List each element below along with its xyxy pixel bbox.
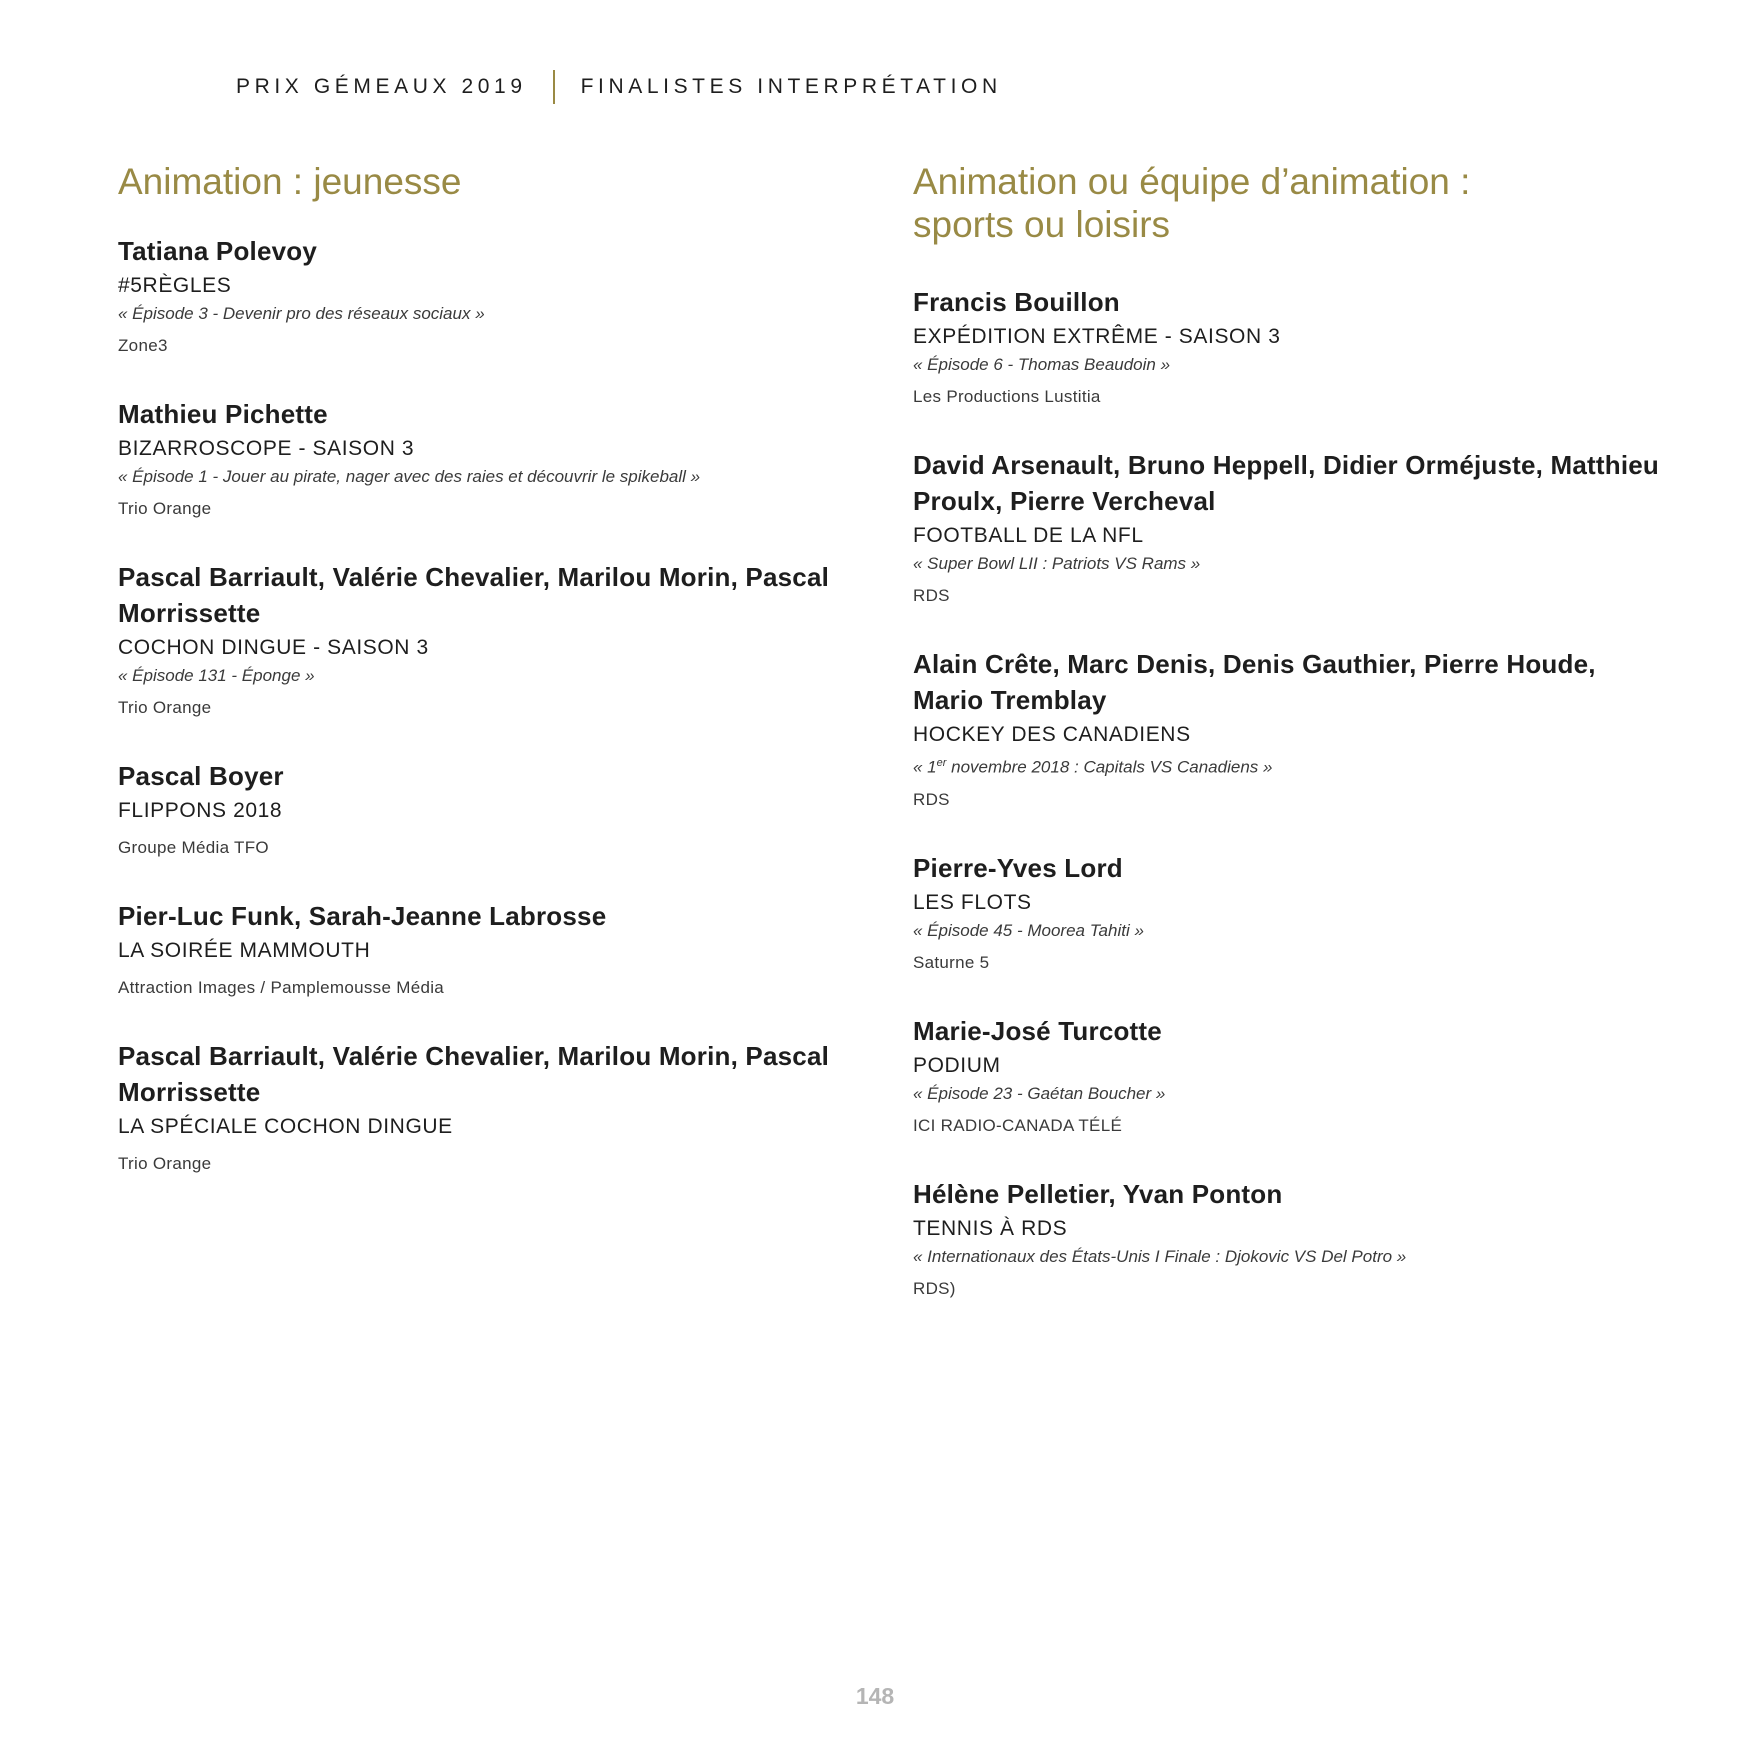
program-title: EXPÉDITION EXTRÊME - SAISON 3 [913,325,1281,348]
producer-name: Zone3 [118,336,168,355]
producer-name: Les Productions Lustitia [913,387,1101,406]
finalist-name: Pier-Luc Funk, Sarah-Jeanne Labrosse [118,901,607,931]
header-publication: PRIX GÉMEAUX 2019 [236,75,527,98]
producer-name: RDS) [913,1278,956,1298]
episode-title: « Internationaux des États-Unis I Finale : Djokovic VS Del Potro » [913,1246,1407,1266]
finalist-name: Pierre-Yves Lord [913,852,1123,883]
column-animation-jeunesse [118,160,838,1214]
finalist-entry [913,447,1673,608]
finalist-name: Tatiana Polevoy [118,236,318,266]
section-title: Animation ou équipe d’animation : sports ou loisirs [913,161,1471,245]
episode-title [913,751,1673,780]
finalist-entry [118,898,838,1000]
program-title: #5RÈGLES [118,274,232,297]
producer-name: Trio Orange [118,499,212,518]
finalist-entry [913,284,1673,409]
episode-title: « Épisode 45 - Moorea Tahiti » [913,920,1144,940]
finalist-entry [913,850,1673,975]
header-separator [553,70,555,104]
finalist-name: Francis Bouillon [913,287,1120,317]
finalist-name: Hélène Pelletier, Yvan Ponton [913,1178,1283,1209]
program-title: HOCKEY DES CANADIENS [913,723,1191,746]
finalist-name: Pascal Barriault, Valérie Chevalier, Marilou Morin, Pascal Morrissette [118,1041,830,1107]
producer-name: RDS [913,586,950,605]
program-title: FOOTBALL DE LA NFL [913,524,1144,547]
program-title: TENNIS À RDS [913,1216,1068,1240]
producer-name: ICI RADIO-CANADA TÉLÉ [913,1115,1123,1135]
finalist-name: Alain Crête, Marc Denis, Denis Gauthier, Pierre Houde, Mario Tremblay [913,649,1596,715]
episode-title: « Super Bowl LII : Patriots VS Rams » [913,554,1201,573]
finalist-entry [913,1013,1673,1138]
header-section: FINALISTES INTERPRÉTATION [580,75,1002,98]
program-title: LES FLOTS [913,890,1032,914]
episode-title: « Épisode 3 - Devenir pro des réseaux sociaux » [118,304,485,323]
episode-title: « Épisode 23 - Gaétan Boucher » [913,1083,1166,1103]
column-animation-sports-loisirs [913,160,1673,1339]
finalist-entry [118,233,838,358]
episode-title-prefix: « 1 [913,757,937,777]
producer-name: Trio Orange [118,1154,212,1173]
finalist-entry [913,646,1673,812]
program-title: BIZARROSCOPE - SAISON 3 [118,437,415,460]
running-header [236,70,1002,104]
page-number: 148 [855,1683,895,1709]
program-title: PODIUM [913,1053,1001,1077]
producer-name: Attraction Images / Pamplemousse Média [118,978,445,997]
episode-title: « Épisode 6 - Thomas Beaudoin » [913,355,1171,374]
finalist-name: Mathieu Pichette [118,399,328,429]
producer-name: Trio Orange [118,698,212,717]
episode-title: « Épisode 131 - Éponge » [118,666,315,685]
producer-name: Saturne 5 [913,952,990,972]
program-title: LA SPÉCIALE COCHON DINGUE [118,1115,453,1138]
producer-name: RDS [913,789,950,809]
program-title: FLIPPONS 2018 [118,799,283,822]
finalist-name: Pascal Barriault, Valérie Chevalier, Marilou Morin, Pascal Morrissette [118,562,830,628]
ordinal-suffix: er [936,757,947,769]
program-title: COCHON DINGUE - SAISON 3 [118,636,429,659]
finalist-entry [118,758,838,860]
producer-name: Groupe Média TFO [118,838,269,857]
finalist-entry [118,559,838,720]
finalist-entry [913,1176,1673,1301]
finalist-entry [118,1038,838,1176]
finalist-entry [118,396,838,521]
episode-title-rest: novembre 2018 : Capitals VS Canadiens » [946,757,1273,777]
program-title: LA SOIRÉE MAMMOUTH [118,939,371,962]
section-title: Animation : jeunesse [118,161,462,202]
episode-title: « Épisode 1 - Jouer au pirate, nager avec des raies et découvrir le spikeball » [118,467,701,486]
finalist-name: David Arsenault, Bruno Heppell, Didier Orméjuste, Matthieu Proulx, Pierre Vercheval [913,450,1659,516]
finalist-name: Pascal Boyer [118,761,284,791]
finalist-name: Marie-José Turcotte [913,1015,1162,1046]
